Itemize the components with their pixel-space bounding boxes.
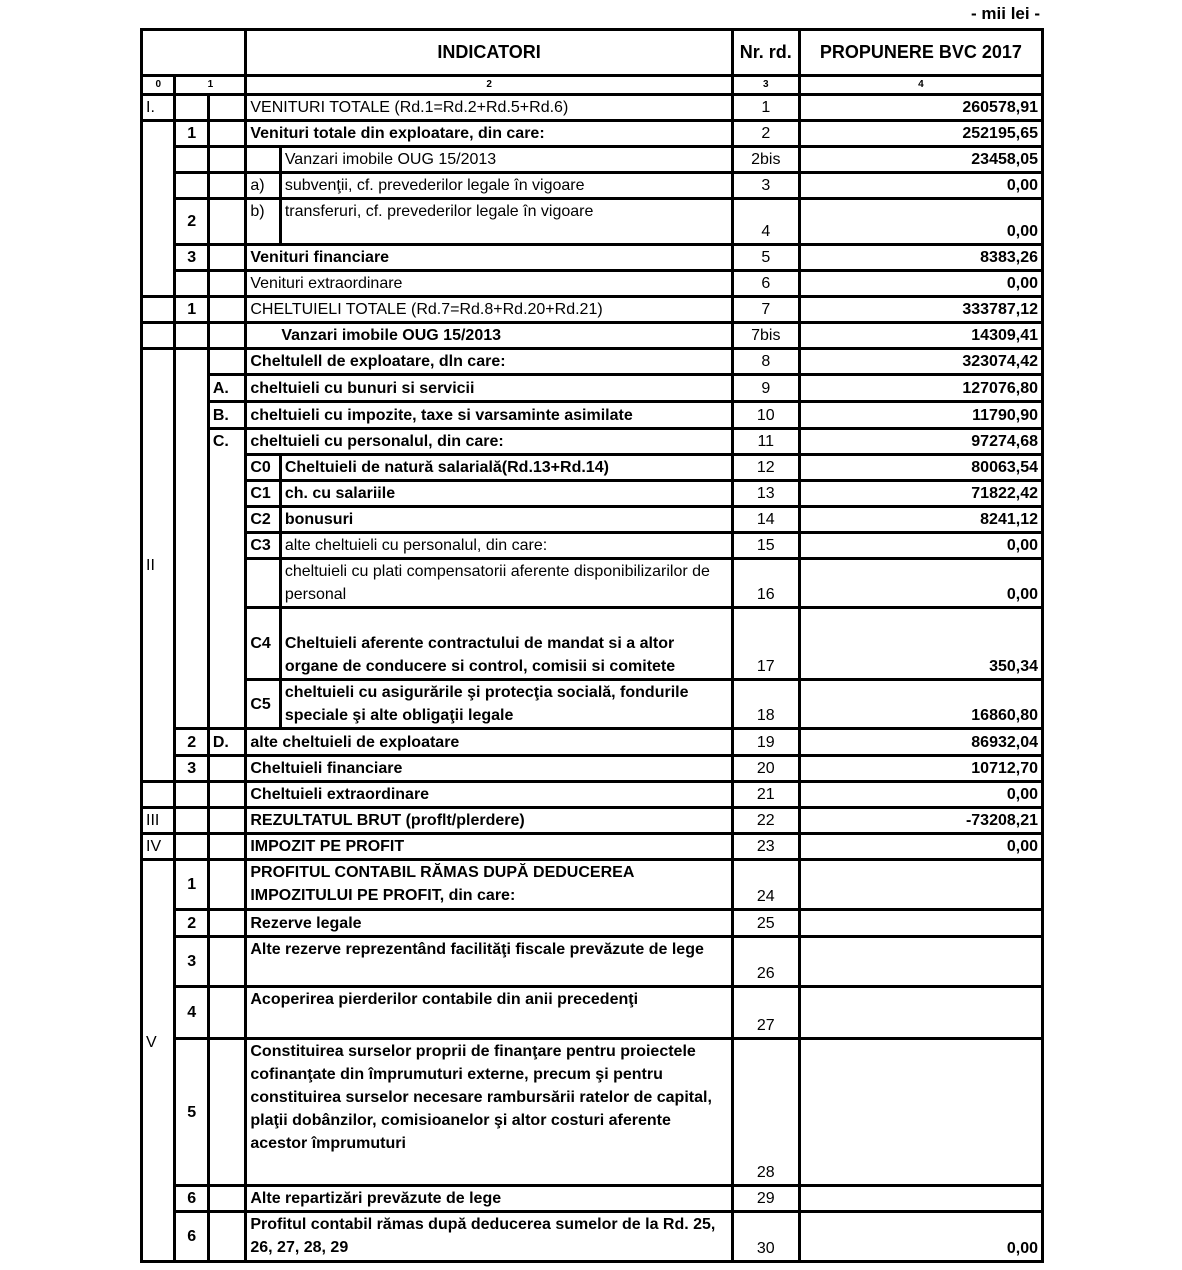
item-letter: D. bbox=[208, 729, 245, 756]
item-code bbox=[246, 147, 280, 173]
row-number: 16 bbox=[732, 559, 799, 608]
row-number: 25 bbox=[732, 910, 799, 937]
item-letter bbox=[208, 910, 245, 937]
section-roman: III bbox=[142, 808, 175, 834]
propunere-value: 0,00 bbox=[799, 1212, 1042, 1262]
indicator-label: transferuri, cf. prevederilor legale în vigoare bbox=[280, 199, 732, 245]
table-row bbox=[142, 559, 1043, 608]
indicator-label: Rezerve legale bbox=[246, 910, 732, 937]
table-row bbox=[142, 1039, 1043, 1186]
table-row bbox=[142, 782, 1043, 808]
indicator-label: subvenţii, cf. prevederilor legale în vigoare bbox=[280, 173, 732, 199]
table-row bbox=[142, 680, 1043, 729]
indicator-label: REZULTATUL BRUT (proflt/plerdere) bbox=[246, 808, 732, 834]
table-row bbox=[142, 608, 1043, 680]
indicator-label: alte cheltuieli cu personalul, din care: bbox=[280, 533, 732, 559]
row-number: 18 bbox=[732, 680, 799, 729]
table-row bbox=[142, 245, 1043, 271]
section-roman: II bbox=[142, 349, 175, 782]
unit-label: - mii lei - bbox=[971, 4, 1040, 23]
subsection-number bbox=[175, 173, 208, 199]
row-number: 2 bbox=[732, 121, 799, 147]
item-letter bbox=[208, 808, 245, 834]
subsection-number: 2 bbox=[175, 729, 208, 756]
item-letter bbox=[208, 323, 245, 349]
row-number: 10 bbox=[732, 402, 799, 429]
item-code: C0 bbox=[246, 455, 280, 481]
item-letter bbox=[208, 987, 245, 1039]
indicator-label: ch. cu salariile bbox=[280, 481, 732, 507]
item-letter: B. bbox=[208, 402, 245, 429]
table-row bbox=[142, 533, 1043, 559]
row-number: 24 bbox=[732, 860, 799, 910]
section-roman bbox=[142, 782, 175, 808]
row-number: 22 bbox=[732, 808, 799, 834]
propunere-value: 350,34 bbox=[799, 608, 1042, 680]
table-row bbox=[142, 297, 1043, 323]
item-code: a) bbox=[246, 173, 280, 199]
item-letter bbox=[208, 147, 245, 173]
item-letter bbox=[208, 349, 245, 375]
indicator-label: Vanzari imobile OUG 15/2013 bbox=[246, 323, 732, 349]
indicator-label: Constituirea surselor proprii de finanţare pentru proiectele cofinanţate din împrumuturi externe, precum şi pentru constituirea surselor necesare rambursării ratelor de capital, plaţii dobânzilor, comisioanelor şi altor costuri aferente acestor împrumuturi bbox=[246, 1039, 732, 1186]
subsection-number: 6 bbox=[175, 1186, 208, 1212]
subsection-number bbox=[175, 95, 208, 121]
item-letter: C. bbox=[208, 429, 245, 729]
section-roman bbox=[142, 121, 175, 297]
subsection-number: 1 bbox=[175, 297, 208, 323]
indicator-label: Profitul contabil rămas după deducerea sumelor de la Rd. 25, 26, 27, 28, 29 bbox=[246, 1212, 732, 1262]
subsection-number bbox=[175, 271, 208, 297]
table-row bbox=[142, 271, 1043, 297]
row-number: 20 bbox=[732, 756, 799, 782]
table-row bbox=[142, 507, 1043, 533]
row-number: 19 bbox=[732, 729, 799, 756]
table-row bbox=[142, 1186, 1043, 1212]
subsection-number: 3 bbox=[175, 245, 208, 271]
header-blank bbox=[142, 30, 246, 76]
row-number: 26 bbox=[732, 937, 799, 987]
subsection-number: 5 bbox=[175, 1039, 208, 1186]
row-number: 15 bbox=[732, 533, 799, 559]
table-row bbox=[142, 429, 1043, 455]
section-roman: I. bbox=[142, 95, 175, 121]
row-number: 13 bbox=[732, 481, 799, 507]
propunere-value: 323074,42 bbox=[799, 349, 1042, 375]
indicator-label: Venituri totale din exploatare, din care: bbox=[246, 121, 732, 147]
indicator-label: Venituri financiare bbox=[246, 245, 732, 271]
table-row bbox=[142, 729, 1043, 756]
row-number: 8 bbox=[732, 349, 799, 375]
propunere-value: 0,00 bbox=[799, 173, 1042, 199]
subsection-number bbox=[175, 834, 208, 860]
row-number: 27 bbox=[732, 987, 799, 1039]
item-letter bbox=[208, 1212, 245, 1262]
subsection-number: 2 bbox=[175, 910, 208, 937]
propunere-value bbox=[799, 937, 1042, 987]
table-row bbox=[142, 349, 1043, 375]
table-row bbox=[142, 481, 1043, 507]
indicator-label: cheltuieli cu asigurările şi protecţia socială, fondurile speciale şi alte obligaţii legale bbox=[280, 680, 732, 729]
propunere-value: 80063,54 bbox=[799, 455, 1042, 481]
propunere-value: 0,00 bbox=[799, 834, 1042, 860]
propunere-value: -73208,21 bbox=[799, 808, 1042, 834]
col-num-2: 2 bbox=[246, 76, 732, 95]
subsection-number: 1 bbox=[175, 860, 208, 910]
propunere-value: 71822,42 bbox=[799, 481, 1042, 507]
row-number: 17 bbox=[732, 608, 799, 680]
propunere-value: 252195,65 bbox=[799, 121, 1042, 147]
item-letter bbox=[208, 860, 245, 910]
indicator-label: Alte repartizări prevăzute de lege bbox=[246, 1186, 732, 1212]
row-number: 4 bbox=[732, 199, 799, 245]
row-number: 29 bbox=[732, 1186, 799, 1212]
table-row bbox=[142, 1212, 1043, 1262]
item-letter bbox=[208, 756, 245, 782]
col-num-4: 4 bbox=[799, 76, 1042, 95]
propunere-value: 0,00 bbox=[799, 782, 1042, 808]
table-row bbox=[142, 987, 1043, 1039]
row-number: 1 bbox=[732, 95, 799, 121]
item-letter bbox=[208, 834, 245, 860]
propunere-value: 127076,80 bbox=[799, 375, 1042, 402]
item-letter bbox=[208, 199, 245, 245]
row-number: 2bis bbox=[732, 147, 799, 173]
propunere-value: 0,00 bbox=[799, 271, 1042, 297]
indicator-label: cheltuieli cu bunuri si servicii bbox=[246, 375, 732, 402]
item-letter bbox=[208, 173, 245, 199]
propunere-value: 8383,26 bbox=[799, 245, 1042, 271]
row-number: 12 bbox=[732, 455, 799, 481]
propunere-value: 0,00 bbox=[799, 559, 1042, 608]
subsection-number bbox=[175, 147, 208, 173]
indicator-label: Cheltuieli extraordinare bbox=[246, 782, 732, 808]
table-row bbox=[142, 147, 1043, 173]
table-row bbox=[142, 455, 1043, 481]
table-row bbox=[142, 402, 1043, 429]
indicator-label: cheltuieli cu impozite, taxe si varsaminte asimilate bbox=[246, 402, 732, 429]
propunere-value: 260578,91 bbox=[799, 95, 1042, 121]
propunere-value: 23458,05 bbox=[799, 147, 1042, 173]
table-row bbox=[142, 860, 1043, 910]
row-number: 9 bbox=[732, 375, 799, 402]
table-row bbox=[142, 121, 1043, 147]
header-propunere: PROPUNERE BVC 2017 bbox=[799, 30, 1042, 76]
propunere-value: 10712,70 bbox=[799, 756, 1042, 782]
indicator-label: bonusuri bbox=[280, 507, 732, 533]
item-code: b) bbox=[246, 199, 280, 245]
row-number: 21 bbox=[732, 782, 799, 808]
indicator-label: Cheltulell de exploatare, dln care: bbox=[246, 349, 732, 375]
item-letter bbox=[208, 937, 245, 987]
header-indicatori: INDICATORI bbox=[246, 30, 732, 76]
section-roman bbox=[142, 297, 175, 323]
item-code: C5 bbox=[246, 680, 280, 729]
item-letter: A. bbox=[208, 375, 245, 402]
item-letter bbox=[208, 95, 245, 121]
row-number: 14 bbox=[732, 507, 799, 533]
section-roman: V bbox=[142, 860, 175, 1262]
propunere-value: 86932,04 bbox=[799, 729, 1042, 756]
indicator-label: IMPOZIT PE PROFIT bbox=[246, 834, 732, 860]
col-num-0: 0 bbox=[142, 76, 175, 95]
propunere-value bbox=[799, 860, 1042, 910]
row-number: 11 bbox=[732, 429, 799, 455]
indicator-label: Alte rezerve reprezentând facilităţi fiscale prevăzute de lege bbox=[246, 937, 732, 987]
header-row bbox=[142, 30, 1043, 76]
col-num-3: 3 bbox=[732, 76, 799, 95]
budget-table bbox=[140, 28, 1044, 1263]
column-number-row bbox=[142, 76, 1043, 95]
subsection-number bbox=[175, 808, 208, 834]
row-number: 7bis bbox=[732, 323, 799, 349]
propunere-value: 11790,90 bbox=[799, 402, 1042, 429]
item-letter bbox=[208, 297, 245, 323]
row-number: 7 bbox=[732, 297, 799, 323]
item-code bbox=[246, 559, 280, 608]
subsection-number: 2 bbox=[175, 199, 208, 245]
item-letter bbox=[208, 1039, 245, 1186]
section-roman bbox=[142, 323, 175, 349]
subsection-number bbox=[175, 323, 208, 349]
table-row bbox=[142, 910, 1043, 937]
indicator-label: alte cheltuieli de exploatare bbox=[246, 729, 732, 756]
propunere-value: 333787,12 bbox=[799, 297, 1042, 323]
item-letter bbox=[208, 782, 245, 808]
propunere-value: 0,00 bbox=[799, 533, 1042, 559]
indicator-label: VENITURI TOTALE (Rd.1=Rd.2+Rd.5+Rd.6) bbox=[246, 95, 732, 121]
indicator-label: Acoperirea pierderilor contabile din anii precedenţi bbox=[246, 987, 732, 1039]
subsection-number: 6 bbox=[175, 1212, 208, 1262]
table-row bbox=[142, 834, 1043, 860]
item-letter bbox=[208, 271, 245, 297]
indicator-label: Venituri extraordinare bbox=[246, 271, 732, 297]
row-number: 5 bbox=[732, 245, 799, 271]
item-code: C2 bbox=[246, 507, 280, 533]
subsection-number: 4 bbox=[175, 987, 208, 1039]
item-letter bbox=[208, 121, 245, 147]
propunere-value bbox=[799, 910, 1042, 937]
item-letter bbox=[208, 245, 245, 271]
indicator-label: Vanzari imobile OUG 15/2013 bbox=[280, 147, 732, 173]
item-code: C1 bbox=[246, 481, 280, 507]
propunere-value: 16860,80 bbox=[799, 680, 1042, 729]
section-roman: IV bbox=[142, 834, 175, 860]
table-row bbox=[142, 808, 1043, 834]
item-code: C3 bbox=[246, 533, 280, 559]
table-row bbox=[142, 95, 1043, 121]
col-num-1: 1 bbox=[175, 76, 246, 95]
propunere-value: 0,00 bbox=[799, 199, 1042, 245]
indicator-label: CHELTUIELI TOTALE (Rd.7=Rd.8+Rd.20+Rd.21) bbox=[246, 297, 732, 323]
propunere-value bbox=[799, 1186, 1042, 1212]
row-number: 23 bbox=[732, 834, 799, 860]
propunere-value: 97274,68 bbox=[799, 429, 1042, 455]
header-nr-rd: Nr. rd. bbox=[732, 30, 799, 76]
table-row bbox=[142, 756, 1043, 782]
propunere-value: 14309,41 bbox=[799, 323, 1042, 349]
propunere-value bbox=[799, 987, 1042, 1039]
subsection-number: 1 bbox=[175, 121, 208, 147]
subsection-number bbox=[175, 782, 208, 808]
propunere-value bbox=[799, 1039, 1042, 1186]
indicator-label: cheltuieli cu plati compensatorii aferente disponibilizarilor de personal bbox=[280, 559, 732, 608]
propunere-value: 8241,12 bbox=[799, 507, 1042, 533]
indicator-label: Cheltuieli financiare bbox=[246, 756, 732, 782]
indicator-label: cheltuieli cu personalul, din care: bbox=[246, 429, 732, 455]
indicator-label: PROFITUL CONTABIL RĂMAS DUPĂ DEDUCEREA IMPOZITULUI PE PROFIT, din care: bbox=[246, 860, 732, 910]
row-number: 3 bbox=[732, 173, 799, 199]
row-number: 6 bbox=[732, 271, 799, 297]
table-row bbox=[142, 323, 1043, 349]
item-letter bbox=[208, 1186, 245, 1212]
indicator-label: Cheltuieli aferente contractului de mandat si a altor organe de conducere si control, comisii si comitete bbox=[280, 608, 732, 680]
table-row bbox=[142, 375, 1043, 402]
row-number: 30 bbox=[732, 1212, 799, 1262]
table-row bbox=[142, 937, 1043, 987]
table-row bbox=[142, 199, 1043, 245]
subsection-number bbox=[175, 349, 208, 729]
subsection-number: 3 bbox=[175, 756, 208, 782]
table-row bbox=[142, 173, 1043, 199]
row-number: 28 bbox=[732, 1039, 799, 1186]
item-code: C4 bbox=[246, 608, 280, 680]
indicator-label: Cheltuieli de natură salarială(Rd.13+Rd.14) bbox=[280, 455, 732, 481]
subsection-number: 3 bbox=[175, 937, 208, 987]
